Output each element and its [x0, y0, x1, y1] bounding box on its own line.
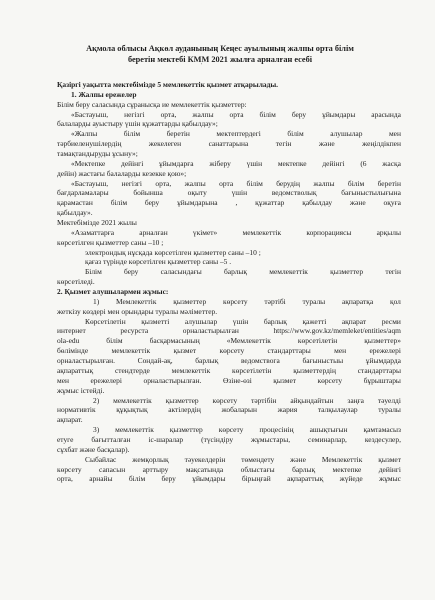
body-line: интернет ресурста орналастырылған https://www.gov.kz/memleket/entities/aqm	[57, 326, 401, 336]
body-line: жұмыс істейді.	[57, 385, 105, 395]
body-line: «Мектепке дейінгі ұйымдарға жіберу үшін мектепке дейінгі (6 жасқа	[71, 158, 401, 168]
body-line: «Бастауыш, негізгі орта, жалпы орта білім берудің жалпы білім беретін	[71, 178, 401, 188]
body-line: Сыбайлас жемқорлық тәуекелдерін төмендету және Мемлекеттік қызмет	[85, 454, 401, 464]
title-line-1: Ақмола облысы Ақкөл ауданының Кеңес ауылының жалпы орта білім	[86, 44, 354, 53]
body-line: қағаз түрінде көрсетілген қызметтер саны –5 .	[85, 257, 232, 267]
document-title	[40, 43, 400, 65]
intro-line: Қазіргі уақытта мектебімізде 5 мемлекеттік қызмет атқарылады.	[57, 80, 279, 89]
body-line: Білім беру саласында сұранысқа ие мемлекеттік қызметтер:	[57, 99, 247, 109]
body-line: орта, арнайы білім беру ұйымдары бірыңғай ақпараттық жүйеде жұмыс	[57, 474, 401, 484]
body-line: көрсету сапасын арттыру мақсатында облыстағы барлық мектепке дейінгі	[57, 464, 401, 474]
body-line: орналастырылған. Сондай-ақ, барлық ведомствога бағыныстыы ұйымдарда	[57, 356, 401, 366]
body-line: көрсетілген қызметтер саны –10 ;	[57, 237, 164, 247]
body-line: ақпараттық стендтерде мемлекеттік көрсетілетін қызметтердің стандарттары	[57, 365, 401, 375]
body-line: «Жалпы білім беретін мектептердегі білім алушылар мен	[71, 129, 401, 139]
body-line: 1) Мемлекеттік қызметтер көрсету тәртібі туралы ақпаратқа қол	[93, 296, 401, 306]
body-line: жеткізу көздері мен орындары туралы мәліметтер.	[57, 306, 218, 316]
section-heading-2: 2. Қызмет алушылармен жұмыс:	[57, 287, 169, 297]
body-line: қабылдау».	[57, 208, 93, 218]
body-line: «Азаматтарға арналған үкімет» мемлекеттік корпорациясы арқылы	[71, 227, 401, 237]
body-line: бағдарламалары бойынша оқыту үшін ведомстволық бағыныстылығына	[57, 188, 401, 198]
body-line: ola-edu білім басқармасының «Мемлекеттік көрсетілетін қызметтер»	[57, 336, 401, 346]
body-line: электрондық нұсқада көрсетілген қызметтер саны –10 ;	[85, 247, 261, 257]
body-line: Көрсетілетін қызметті алушылар үшін барлық қажетті ақпарат ресми	[85, 316, 401, 326]
scan-mark: '	[201, 63, 203, 69]
body-line: бөлімінде мемлекеттік қызмет көрсету стандарттары мен ережелері	[57, 346, 401, 356]
title-line-2: беретін мектебі КММ 2021 жылға арналған есебі	[127, 55, 313, 64]
body-line: дейін) жастағы балаларды кезекке қою»;	[57, 168, 187, 178]
document-body	[57, 80, 401, 484]
body-line: балаларды ауыстыру үшін құжаттарды қабылдау»;	[57, 119, 218, 129]
body-line: Мектебімізде 2021 жылы	[57, 218, 137, 228]
body-line: көрсетіледі.	[57, 277, 95, 287]
body-line: нормативтік құқықтық актілердің жобаларын жария талқылаулар туралы	[57, 405, 401, 415]
body-line: 3) мемлекеттік қызметтер көрсету процесінің ашықтығын қамтамасыз	[93, 425, 401, 435]
body-line: етуге бағытталған іс-шаралар (түсіндіру жұмыстары, семинарлар, кездесулер,	[57, 434, 401, 444]
body-line: «Бастауыш, негізгі орта, жалпы орта білім беру ұйымдары арасында	[71, 109, 401, 119]
body-line: тамақтандыруды ұсыну»;	[57, 149, 138, 159]
body-line: Білім беру саласындағы барлық мемлекеттік қызметтер тегін	[85, 267, 401, 277]
section-heading-1: 1. Жалпы ережелер	[71, 89, 137, 99]
body-line: ақпарат.	[57, 415, 83, 425]
body-line: 2) мемлекеттік қызметтер көрсету тәртібін айқындайтын заңға тәуелді	[93, 395, 401, 405]
body-line: қарамастан білім беру ұйымдарына , құжаттар қабылдау және оқуға	[57, 198, 401, 208]
body-line: сұхбат және басқалар).	[57, 444, 130, 454]
body-line: мен ережелері орналастырылған. Өзіне-өзі қызмет көрсету бұрыштары	[57, 375, 401, 385]
body-line: тәрбиеленушілердің жекелеген санаттарына тегін және жеңілдікпен	[57, 139, 401, 149]
